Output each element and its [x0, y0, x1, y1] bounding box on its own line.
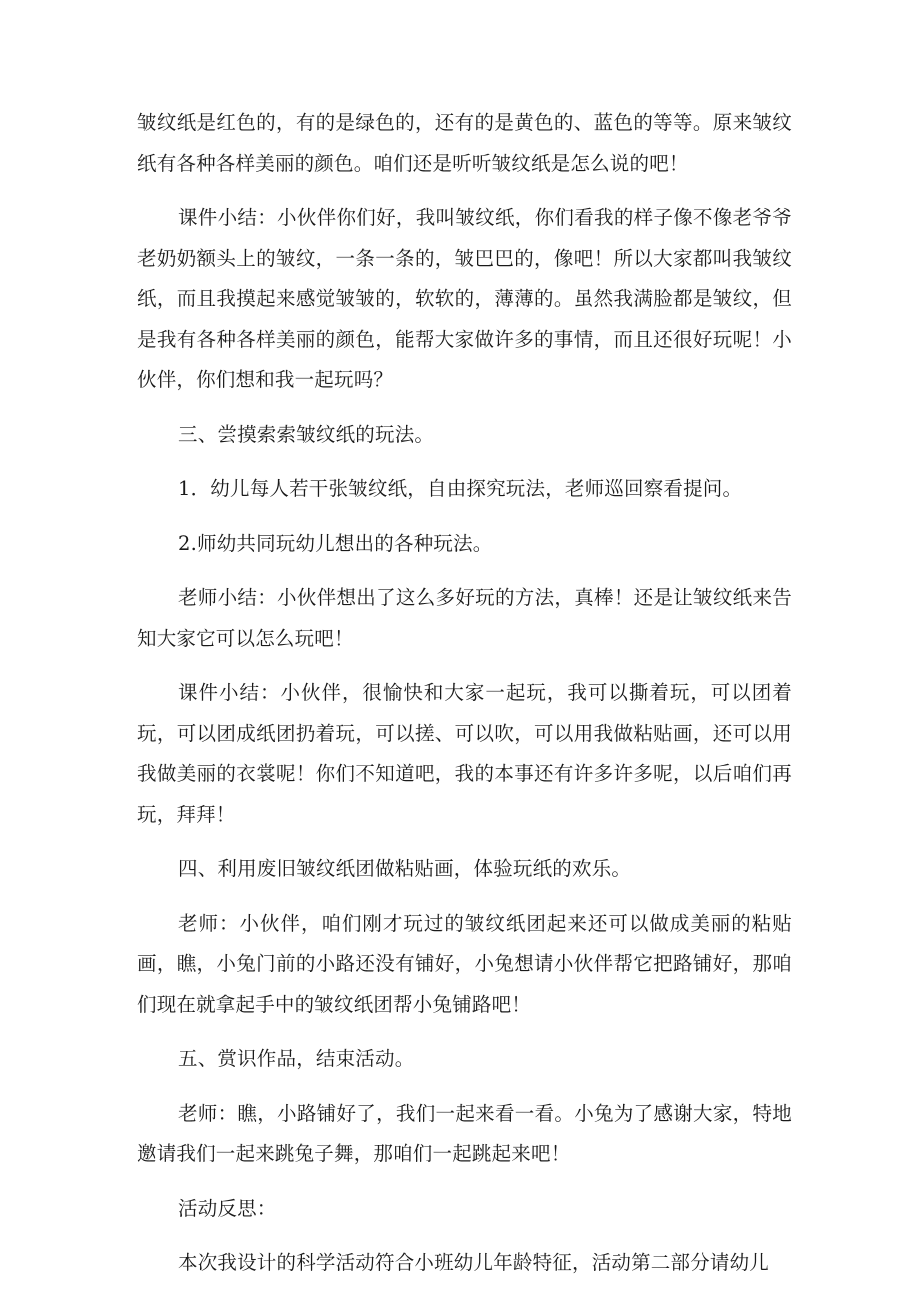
paragraph-intro-continued: 皱纹纸是红色的，有的是绿色的，还有的是黄色的、蓝色的等等。原来皱纹纸有各种各样美丽的颜色。咱们还是听听皱纹纸是怎么说的吧！ [137, 111, 792, 175]
paragraph-section-four-heading: 四、利用废旧皱纹纸团做粘贴画，体验玩纸的欢乐。 [178, 857, 632, 880]
paragraph-reflection-body: 本次我设计的科学活动符合小班幼儿年龄特征，活动第二部分请幼儿 [178, 1251, 770, 1274]
paragraph-step-two: 2.师幼共同玩幼儿想出的各种玩法。 [178, 531, 493, 555]
paragraph-courseware-summary-2: 课件小结：小伙伴，很愉快和大家一起玩，我可以撕着玩，可以团着玩，可以团成纸团扔着玩，可以搓、可以吹，可以用我做粘贴画，还可以用我做美丽的衣裳呢！你们不知道吧，我的本事还有许多许多呢，以后咱们再玩，拜拜！ [137, 681, 792, 826]
paragraph-courseware-summary-1: 课件小结：小伙伴你们好，我叫皱纹纸，你们看我的样子像不像老爷爷老奶奶额头上的皱纹，一条一条的，皱巴巴的，像吧！所以大家都叫我皱纹纸，而且我摸起来感觉皱皱的，软软的，薄薄的。虽然我满脸都是皱纹，但是我有各种各样美丽的颜色，能帮大家做许多的事情，而且还很好玩呢！小伙伴，你们想和我一起玩吗？ [137, 206, 792, 391]
document-body [137, 103, 792, 1284]
paragraph-section-five-heading: 五、赏识作品，结束活动。 [178, 1047, 415, 1070]
paragraph-teacher-summary: 老师小结：小伙伴想出了这么多好玩的方法，真棒！还是让皱纹纸来告知大家它可以怎么玩吧！ [137, 586, 792, 650]
paragraph-teacher-closing: 老师：瞧，小路铺好了，我们一起来看一看。小兔为了感谢大家，特地邀请我们一起来跳兔子舞，那咱们一起跳起来吧！ [137, 1101, 792, 1165]
paragraph-step-one: 1．幼儿每人若干张皱纹纸，自由探究玩法，老师巡回察看提问。 [178, 477, 743, 500]
paragraph-section-three-heading: 三、尝摸索索皱纹纸的玩法。 [178, 422, 435, 446]
paragraph-teacher-instruction: 老师：小伙伴，咱们刚才玩过的皱纹纸团起来还可以做成美丽的粘贴画，瞧，小兔门前的小路还没有铺好，小兔想请小伙伴帮它把路铺好，那咱们现在就拿起手中的皱纹纸团帮小兔铺路吧！ [137, 911, 792, 1016]
paragraph-reflection-heading: 活动反思： [178, 1196, 277, 1220]
